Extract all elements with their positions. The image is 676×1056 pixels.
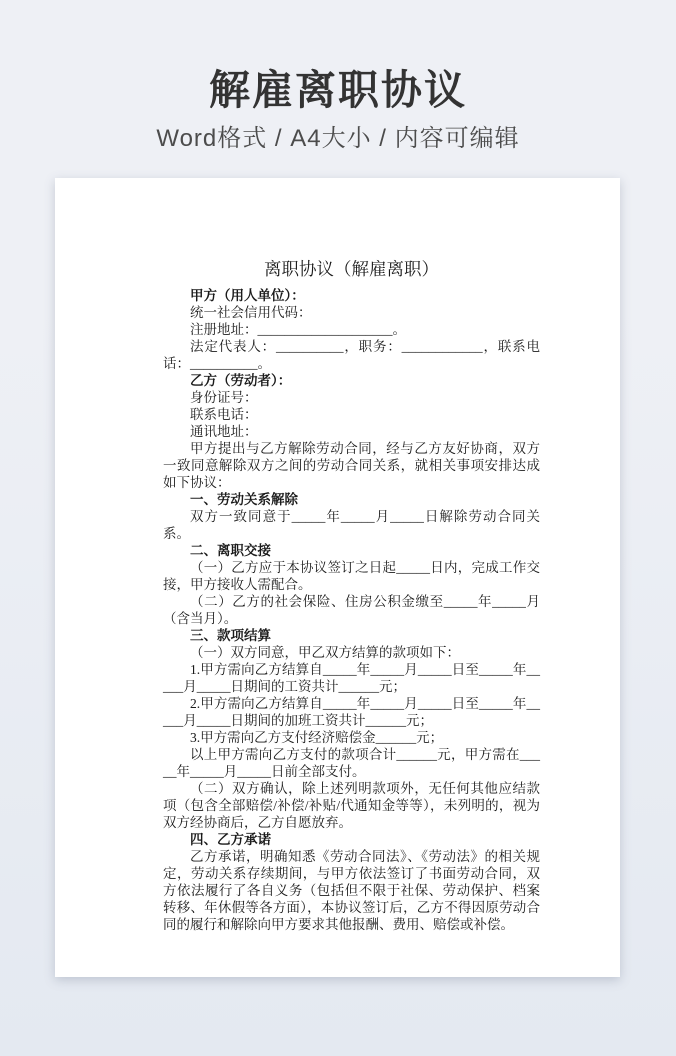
document-body bbox=[163, 287, 540, 933]
doc-paragraph: 双方一致同意于_____年_____月_____日解除劳动合同关系。 bbox=[163, 509, 540, 541]
doc-section-heading: 四、乙方承诺 bbox=[190, 832, 271, 847]
doc-paragraph: 联系电话： bbox=[190, 407, 258, 422]
doc-paragraph: 乙方承诺，明确知悉《劳动合同法》、《劳动法》的相关规定，劳动关系存续期间，与甲方依法签订了书面劳动合同，双方依法履行了各自义务（包括但不限于社保、劳动保护、档案转移、年休假等各方面），本协议签订后，乙方不得因原劳动合同的履行和解除向甲方要求其他报酬、费用、赔偿或补偿。 bbox=[163, 849, 540, 932]
doc-paragraph: 甲方提出与乙方解除劳动合同，经与乙方友好协商，双方一致同意解除双方之间的劳动合同关系，就相关事项安排达成如下协议： bbox=[163, 441, 540, 490]
header bbox=[0, 0, 676, 152]
doc-paragraph: 3.甲方需向乙方支付经济赔偿金______元； bbox=[190, 730, 444, 745]
document-page bbox=[55, 178, 620, 977]
doc-section-heading: 一、劳动关系解除 bbox=[190, 492, 298, 507]
doc-paragraph: 注册地址：____________________。 bbox=[190, 322, 406, 337]
doc-paragraph: 以上甲方需向乙方支付的款项合计______元，甲方需在_____年_____月_____日前全部支付。 bbox=[163, 747, 540, 779]
doc-paragraph: 2.甲方需向乙方结算自_____年_____月_____日至_____年_____月_____日期间的加班工资共计______元； bbox=[163, 696, 540, 728]
doc-section-heading: 二、离职交接 bbox=[190, 543, 271, 558]
template-title: 解雇离职协议 bbox=[209, 67, 467, 113]
doc-paragraph: 身份证号： bbox=[190, 390, 258, 405]
doc-section-heading: 甲方（用人单位）： bbox=[190, 288, 305, 303]
document-title: 离职协议（解雇离职） bbox=[264, 259, 439, 279]
doc-section-heading: 乙方（劳动者）： bbox=[190, 373, 292, 388]
doc-section-heading: 三、款项结算 bbox=[190, 628, 271, 643]
doc-paragraph: 通讯地址： bbox=[190, 424, 258, 439]
doc-paragraph: 统一社会信用代码： bbox=[190, 305, 312, 320]
doc-paragraph: 法定代表人：__________，职务：____________，联系电话：__________。 bbox=[163, 339, 540, 371]
doc-paragraph: 1.甲方需向乙方结算自_____年_____月_____日至_____年_____月_____日期间的工资共计______元； bbox=[163, 662, 540, 694]
doc-paragraph: （一）双方同意，甲乙双方结算的款项如下： bbox=[190, 645, 460, 660]
doc-paragraph: （二）乙方的社会保险、住房公积金缴至_____年_____月（含当月）。 bbox=[163, 594, 540, 626]
doc-paragraph: （一）乙方应于本协议签订之日起_____日内，完成工作交接，甲方接收人需配合。 bbox=[163, 560, 540, 592]
template-subtitle: Word格式 / A4大小 / 内容可编辑 bbox=[156, 125, 520, 152]
doc-paragraph: （二）双方确认，除上述列明款项外，无任何其他应结款项（包含全部赔偿/补偿/补贴/代通知金等等），未列明的，视为双方经协商后，乙方自愿放弃。 bbox=[163, 781, 540, 830]
